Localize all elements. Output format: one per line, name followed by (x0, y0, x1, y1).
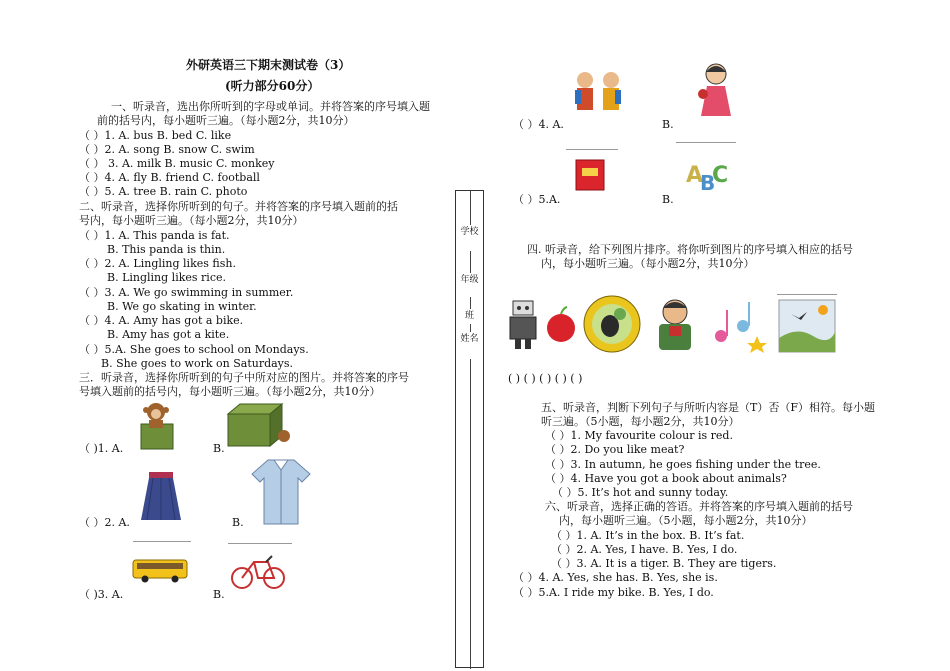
section1-item: （ ）2. A. song B. snow C. swim (79, 143, 255, 156)
divider (777, 294, 837, 295)
section1-item: （ ）5. A. tree B. rain C. photo (79, 185, 248, 198)
music-notes-icon (707, 296, 769, 354)
swallow-scenery-icon (777, 298, 837, 354)
section6-instruction-cont: 内，每小题听三遍。（5小题，每小题2分，共10分） (559, 514, 813, 527)
section3-q1: （ )1. A. (79, 442, 124, 455)
section3-q4: （ ）4. A. (513, 118, 564, 131)
children-icon (565, 68, 632, 120)
section6-item: （ ）5.A. I ride my bike. B. Yes, I do. (513, 586, 714, 599)
monkey-in-box-icon (133, 400, 180, 452)
box-icon (226, 400, 292, 449)
section5-item: （ ）2. Do you like meat? (545, 443, 685, 456)
section4-instruction: 四. 听录音，给下列图片排序。将你听到图片的序号填入相应的括号 (527, 243, 853, 256)
section3-q3-b: B. (213, 588, 225, 601)
abc-letters-icon (680, 152, 734, 196)
robot-image (505, 297, 542, 352)
section3-q4-b: B. (662, 118, 674, 131)
section5-item: （ ）5. It’s hot and sunny today. (552, 486, 729, 499)
swallow-scenery-image (777, 298, 837, 354)
binder-class-label: 班 (464, 311, 474, 321)
section4-answer-brackets: ( ) ( ) ( ) ( ) ( ) (508, 372, 583, 385)
bird-plate-image (580, 294, 644, 354)
section2-instruction: 二、听录音，选择你所听到的句子。并将答案的序号填入题前的括 (79, 200, 398, 213)
bike-icon (228, 548, 288, 592)
apple-image (543, 304, 579, 346)
section2-line: B. She goes to work on Saturdays. (101, 357, 294, 370)
section2-line: B. Amy has got a kite. (107, 328, 230, 341)
section2-instruction-cont: 号内，每小题听三遍。（每小题2分，共10分） (79, 214, 304, 227)
page-title: 外研英语三下期末测试卷（3） (186, 58, 351, 72)
section1-instruction: 一、听录音，选出你所听到的字母或单词。并将答案的序号填入题 (111, 100, 430, 113)
section3-instruction: 三．听录音，选择你所听到的句子中所对应的图片。并将答案的序号 (79, 371, 409, 384)
section5-item: （ ）1. My favourite colour is red. (545, 429, 733, 442)
man-icon (645, 296, 705, 354)
section1-item: （ ） 3. A. milk B. music C. monkey (79, 157, 275, 170)
section2-line: B. Lingling likes rice. (107, 271, 226, 284)
section6-item: （ ）3. A. It is a tiger. B. They are tigers. (551, 557, 777, 570)
binder-line (470, 359, 471, 669)
bus-icon (131, 556, 189, 584)
svg-text:C: C (712, 163, 729, 188)
binder-school-label: 学校 (460, 227, 479, 237)
binder-grade-label: 年级 (460, 275, 479, 285)
section2-line: （ ）3. A. We go swimming in summer. (79, 286, 294, 299)
divider (566, 149, 618, 150)
section6-item: （ ）2. A. Yes, I have. B. Yes, I do. (551, 543, 738, 556)
section3-q3: （ )3. A. (79, 588, 124, 601)
girl-image (693, 60, 739, 124)
svg-text:A: A (686, 163, 704, 188)
bird-plate-icon (580, 294, 644, 354)
section3-instruction-cont: 号填入题前的括号内，每小题听三遍。（每小题2分，共10分） (79, 385, 381, 398)
apple-icon (543, 304, 579, 346)
book-image (573, 158, 607, 192)
skirt-image (139, 468, 183, 524)
section1-item: （ ）1. A. bus B. bed C. like (79, 129, 232, 142)
section3-q2-b: B. (232, 516, 244, 529)
children-image (565, 68, 632, 120)
box-image (226, 400, 292, 449)
section5-item: （ ）4. Have you got a book about animals? (545, 472, 787, 485)
binder-line (470, 191, 471, 225)
section6-item: （ ）4. A. Yes, she has. B. Yes, she is. (513, 571, 718, 584)
section2-line: （ ）1. A. This panda is fat. (79, 229, 230, 242)
binder-name-label: 姓名 (460, 334, 479, 344)
section6-instruction: 六、听录音，选择正确的答语。并将答案的序号填入题前的括号 (545, 500, 853, 513)
section4-instruction-cont: 内，每小题听三遍。（每小题2分，共10分） (541, 257, 755, 270)
section6-item: （ ）1. A. It’s in the box. B. It’s fat. (551, 529, 745, 542)
divider (228, 543, 292, 544)
section2-line: B. We go skating in winter. (107, 300, 257, 313)
man-image (645, 296, 705, 354)
section2-line: （ ）4. A. Amy has got a bike. (79, 314, 244, 327)
section2-line: （ ）2. A. Lingling likes fish. (79, 257, 236, 270)
skirt-icon (139, 468, 183, 524)
shirt-icon (248, 456, 314, 528)
binding-strip (455, 190, 484, 668)
shirt-image (248, 456, 314, 528)
section1-item: （ ）4. A. fly B. friend C. football (79, 171, 260, 184)
divider (133, 541, 191, 542)
section3-q5: （ ）5.A. (513, 193, 561, 206)
divider (676, 142, 736, 143)
section1-instruction-cont: 前的括号内，每小题听三遍。（每小题2分，共10分） (97, 114, 355, 127)
section3-q2: （ ）2. A. (79, 516, 130, 529)
section3-q1-b: B. (213, 442, 225, 455)
girl-icon (693, 60, 739, 124)
binder-line (470, 324, 471, 332)
binder-line (470, 251, 471, 273)
section5-instruction: 五、听录音，判断下列句子与所听内容是（T）否（F）相符。每小题 (541, 401, 875, 414)
bike-image (228, 548, 288, 592)
section5-instruction-cont: 听三遍。（5小题，每小题2分，共10分） (541, 415, 740, 428)
section5-item: （ ）3. In autumn, he goes fishing under the tree. (545, 458, 821, 471)
section2-line: B. This panda is thin. (107, 243, 226, 256)
book-icon (573, 158, 607, 192)
monkey-in-box-image (133, 400, 180, 452)
abc-letters-image (680, 152, 734, 196)
bus-image (131, 556, 189, 584)
section2-line: （ ）5.A. She goes to school on Mondays. (79, 343, 309, 356)
binder-line (470, 297, 471, 309)
music-notes-image (707, 296, 769, 354)
page-subtitle: (听力部分60分） (225, 79, 320, 93)
section3-q5-b: B. (662, 193, 674, 206)
svg-text:B: B (700, 171, 716, 195)
robot-icon (505, 297, 542, 352)
